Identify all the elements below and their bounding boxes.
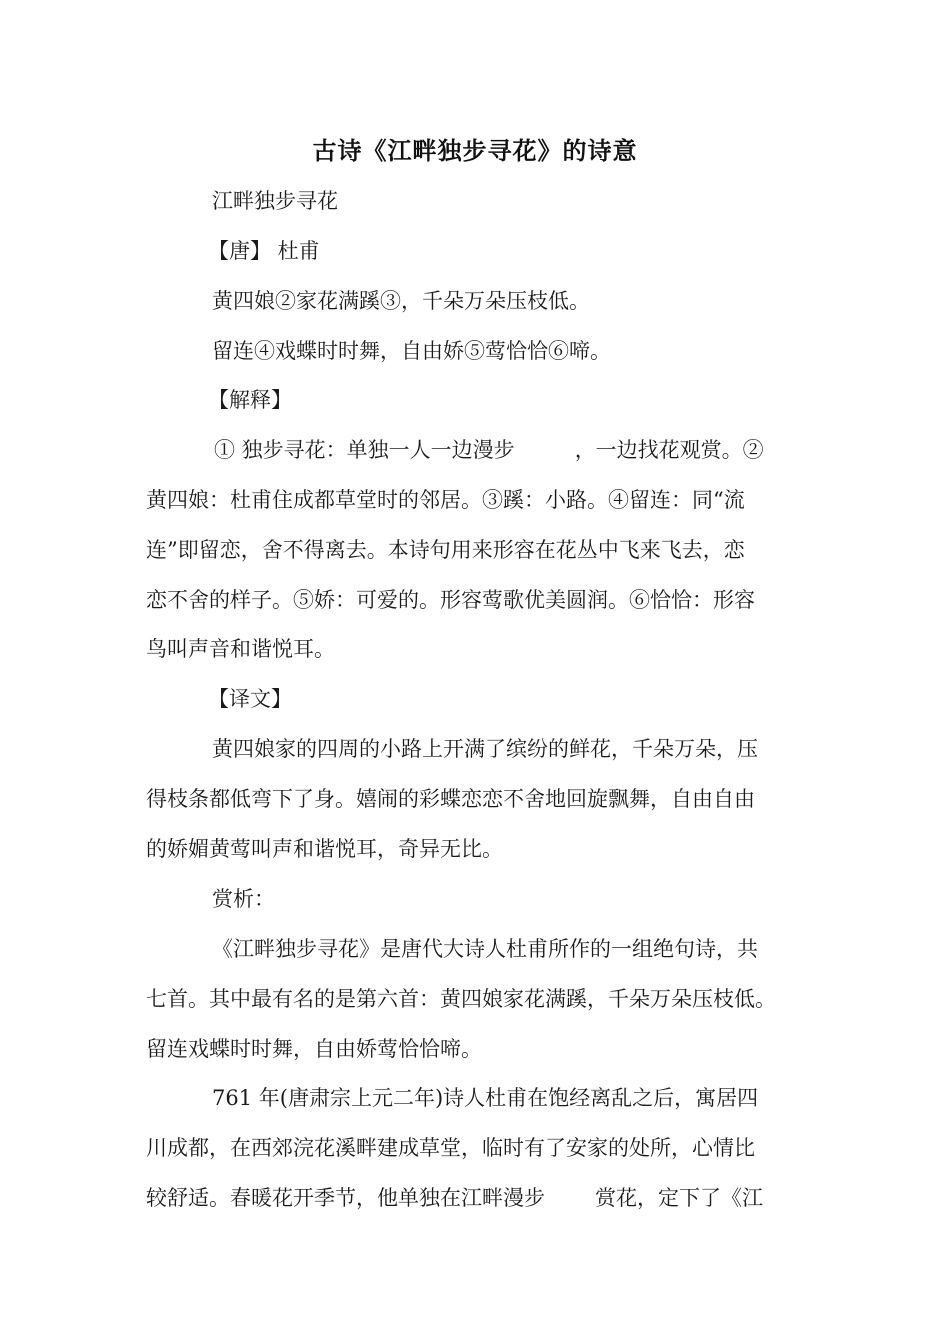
notes-line-4: 恋不舍的样子。⑤娇：可爱的。形容莺歌优美圆润。⑥恰恰：形容 [146,588,755,612]
appreciation-p1-line-3: 留连戏蝶时时舞，自由娇莺恰恰啼。 [146,1037,482,1061]
appreciation-p2-line-1: 761 年(唐肃宗上元二年)诗人杜甫在饱经离乱之后，寓居四 [212,1086,759,1110]
appreciation-p2-line-2: 川成都，在西郊浣花溪畔建成草堂，临时有了安家的处所，心情比 [146,1136,755,1160]
notes-line-1 [214,435,764,465]
notes-line-5: 鸟叫声音和谐悦耳。 [146,637,335,661]
translation-line-1: 黄四娘家的四周的小路上开满了缤纷的鲜花，千朵万朵，压 [212,737,758,761]
appreciation-p2-line-3-part-a: 较舒适。春暖花开季节，他单独在江畔漫步 [146,1186,545,1210]
notes-line-3: 连”即留恋，舍不得离去。本诗句用来形容在花丛中飞来飞去，恋 [146,538,745,562]
appreciation-p2-line-3-part-b: 赏花，定下了《江 [595,1186,763,1210]
poem-line-1: 黄四娘②家花满蹊③，千朵万朵压枝低。 [212,289,590,313]
notes-line-1-part-b: ，一边找花观赏。② [574,438,764,462]
appreciation-p1-line-1: 《江畔独步寻花》是唐代大诗人杜甫所作的一组绝句诗，共 [212,937,758,961]
translation-heading: 【译文】 [208,687,292,711]
appreciation-heading: 赏析： [212,887,275,911]
notes-line-1-part-a: ① 独步寻花：单独一人一边漫步 [214,438,515,462]
translation-line-2: 得枝条都低弯下了身。嬉闹的彩蝶恋恋不舍地回旋飘舞，自由自由 [146,787,755,811]
page-title: 古诗《江畔独步寻花》的诗意 [312,136,638,165]
dynasty-author: 【唐】 杜甫 [208,239,320,263]
notes-line-2: 黄四娘：杜甫住成都草堂时的邻居。③蹊：小路。④留连：同“流 [146,488,745,512]
appreciation-p2-line-3 [146,1183,763,1213]
poem-line-2: 留连④戏蝶时时舞，自由娇⑤莺恰恰⑥啼。 [212,339,611,363]
poem-title: 江畔独步寻花 [212,189,338,213]
translation-line-3: 的娇媚黄莺叫声和谐悦耳，奇异无比。 [146,837,503,861]
notes-heading: 【解释】 [208,388,292,412]
appreciation-p1-line-2: 七首。其中最有名的是第六首：黄四娘家花满蹊，千朵万朵压枝低。 [146,987,776,1011]
